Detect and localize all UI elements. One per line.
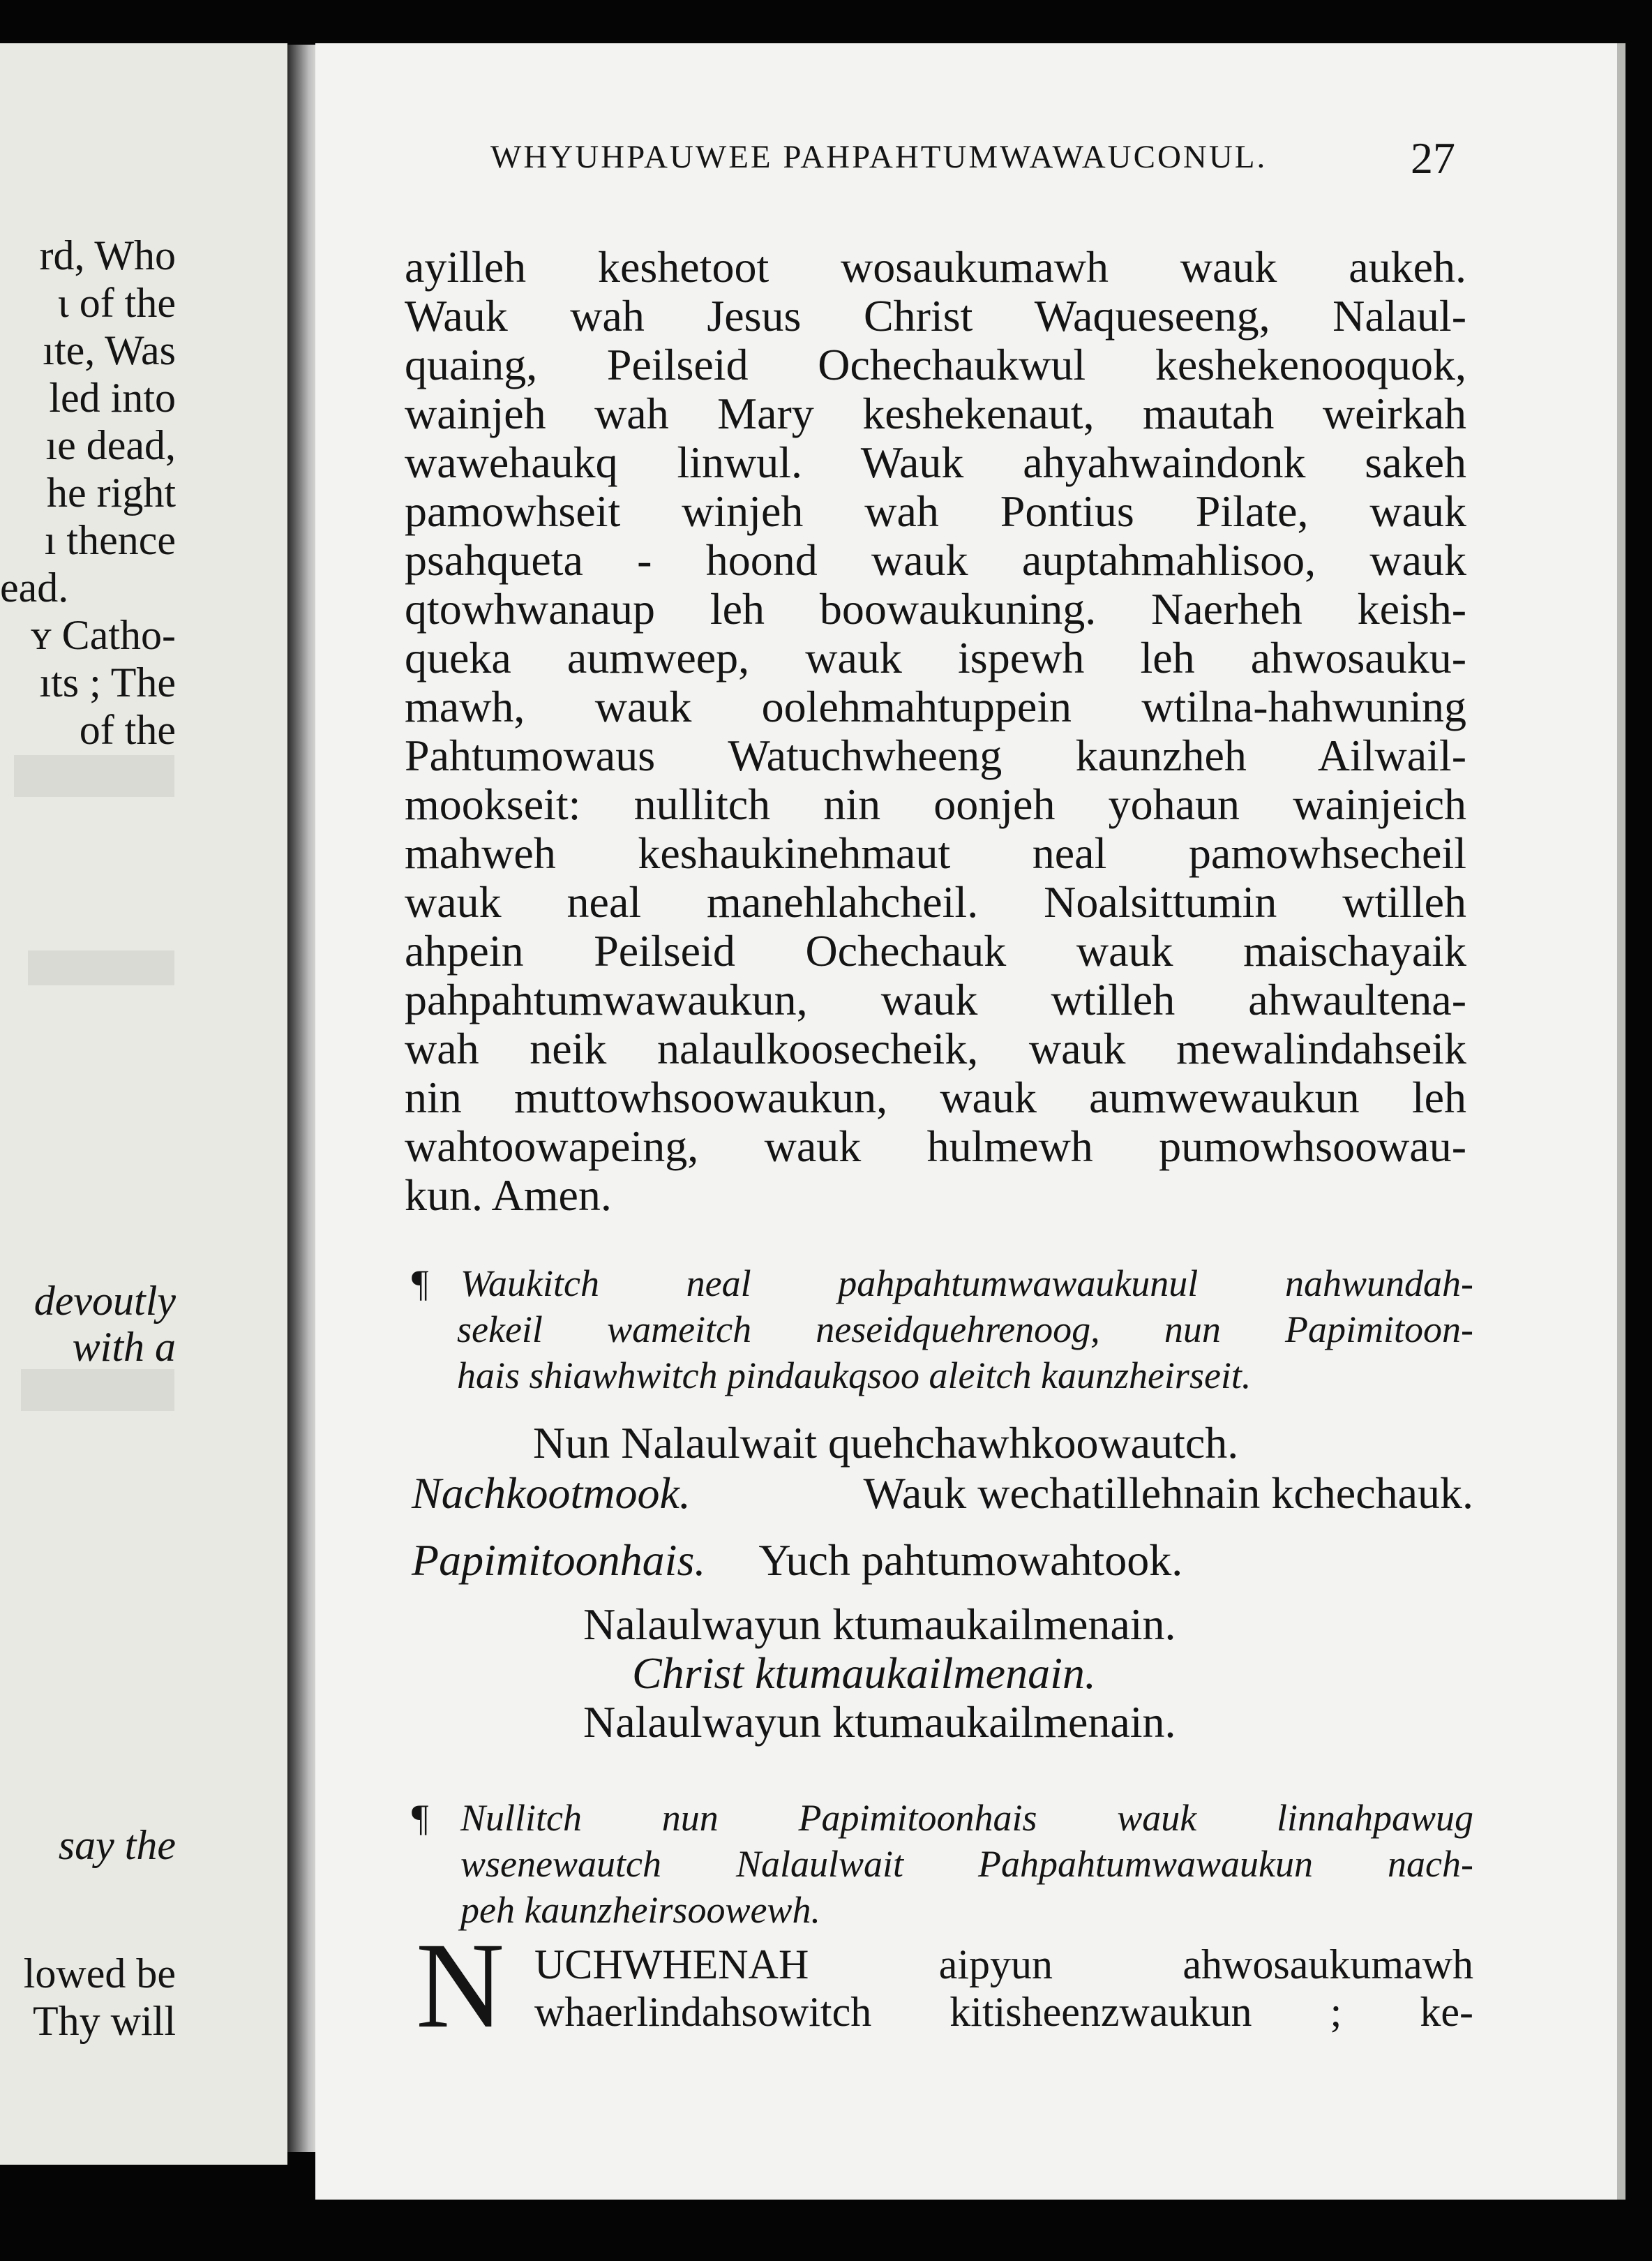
creed-line: ayilleh keshetoot wosaukumawh wauk aukeh. (405, 242, 1466, 292)
kyrie-line: Nalaulwayun ktumaukailmenain. (583, 1697, 1176, 1747)
creed-line: wainjeh wah Mary keshekenaut, mautah weirkah (405, 389, 1466, 438)
left-text-line: ıte, Was (43, 327, 176, 373)
rubric-line (412, 1260, 1473, 1306)
page-number: 27 (1411, 133, 1455, 183)
rubric-line: sekeil wameitch neseidquehrenoog, nun Papimitoon- (457, 1308, 1473, 1350)
creed-line: mahweh keshaukinehmaut neal pamowhsecheil (405, 828, 1466, 878)
creed-line: quaing, Peilseid Ochechaukwul keshekenooquok, (405, 340, 1466, 389)
rubric-line: hais shiawhwitch pindaukqsoo aleitch kaunzheirseit. (457, 1355, 1252, 1396)
left-text-line: ıe dead, (45, 422, 176, 468)
creed-line: mookseit: nullitch nin oonjeh yohaun wainjeich (405, 779, 1466, 829)
faint-bleed (21, 1369, 174, 1411)
left-text-line: led into (49, 375, 176, 421)
left-text-line: ı thence (44, 517, 176, 563)
creed-line: pahpahtumwawaukun, wauk wtilleh ahwaultena- (405, 975, 1466, 1024)
faint-bleed (14, 755, 174, 797)
rubric-line: peh kaunzheirsoowewh. (460, 1889, 820, 1931)
versicle-line (412, 1468, 1473, 1518)
rubric-text: Waukitch neal pahpahtumwawaukunul nahwundah- (460, 1262, 1473, 1304)
creed-line: Pahtumowaus Watuchwheeng kaunzheh Ailwail- (405, 731, 1466, 780)
left-italic-line: devoutly (33, 1278, 176, 1324)
speaker-label: Nachkootmook. (412, 1468, 691, 1518)
kyrie-line: Christ ktumaukailmenain. (632, 1648, 1096, 1698)
left-text-line: Thy will (33, 1998, 176, 2044)
creed-line: qtowhwanaup leh boowaukuning. Naerheh keish- (405, 584, 1466, 634)
prayer-line: whaerlindahsowitch kitisheenzwaukun ; ke- (534, 1989, 1473, 2035)
response-text: Wauk wechatillehnain kchechauk. (863, 1468, 1473, 1518)
drop-cap: N (416, 1918, 505, 2054)
creed-line: pamowhseit winjeh wah Pontius Pilate, wauk (405, 486, 1466, 536)
creed-line: psahqueta - hoond wauk auptahmahlisoo, wauk (405, 535, 1466, 585)
left-text-line: ʏ Catho- (31, 612, 176, 658)
left-page-fragment (0, 43, 287, 2165)
creed-line: wawehaukq linwul. Wauk ahyahwaindonk sakeh (405, 438, 1466, 487)
left-text-line: lowed be (23, 1950, 176, 1997)
creed-line: ahpein Peilseid Ochechauk wauk maischayaik (405, 926, 1466, 976)
pilcrow: ¶ (412, 1262, 429, 1304)
rubric-line: wsenewautch Nalaulwait Pahpahtumwawaukun nach- (460, 1843, 1473, 1885)
creed-line: wah neik nalaulkoosecheik, wauk mewalindahseik (405, 1024, 1466, 1073)
pilcrow: ¶ (412, 1797, 429, 1839)
creed-line: mawh, wauk oolehmahtuppein wtilna-hahwuning (405, 682, 1466, 731)
left-text-line: of the (79, 707, 176, 753)
faint-bleed (28, 950, 174, 985)
left-text-line: rd, Who (39, 232, 176, 278)
left-italic-line: say the (58, 1822, 176, 1868)
creed-line: kun. Amen. (405, 1170, 612, 1220)
left-text-line: ι of the (57, 280, 176, 326)
left-text-line: ead. (0, 565, 69, 611)
creed-line: wauk neal manehlahcheil. Noalsittumin wtilleh (405, 877, 1466, 927)
left-text-line: ıts ; The (39, 659, 176, 706)
page-edge (1617, 43, 1625, 2200)
speaker-label: Papimitoonhais. (412, 1535, 706, 1585)
creed-line: queka aumweep, wauk ispewh leh ahwosauku- (405, 633, 1466, 682)
prayer-line: UCHWHENAH aipyun ahwosaukumawh (534, 1941, 1473, 1987)
creed-line: nin muttowhsoowaukun, wauk aumwewaukun leh (405, 1073, 1466, 1122)
kyrie-line: Nalaulwayun ktumaukailmenain. (583, 1599, 1176, 1649)
running-head: WHYUHPAUWEE PAHPAHTUMWAWAUCONUL. (490, 139, 1268, 175)
response-text: Yuch pahtumowahtook. (758, 1535, 1183, 1585)
rubric-text: Nullitch nun Papimitoonhais wauk linnahpawug (460, 1797, 1473, 1839)
rubric-line (412, 1795, 1473, 1841)
left-text-line: he right (47, 470, 176, 516)
creed-line: wahtoowapeing, wauk hulmewh pumowhsoowau- (405, 1121, 1466, 1171)
versicle-line (412, 1535, 1182, 1585)
creed-line: Wauk wah Jesus Christ Waqueseeng, Nalaul- (405, 291, 1466, 341)
left-italic-line: with a (72, 1324, 176, 1370)
versicle-line: Nun Nalaulwait quehchawhkoowautch. (533, 1418, 1239, 1468)
book-gutter (287, 45, 318, 2152)
